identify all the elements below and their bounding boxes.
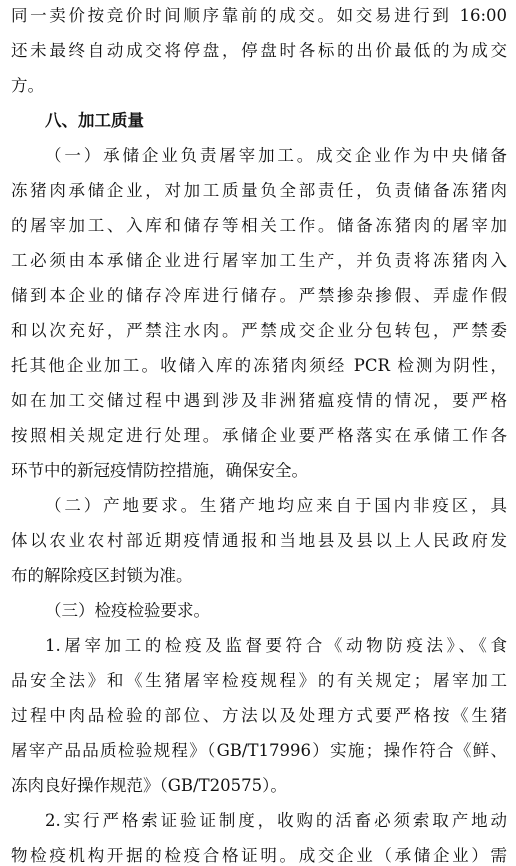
text-line: （一）承储企业负责屠宰加工。成交企业作为中央储备 [45, 146, 507, 165]
text-line: 1.屠宰加工的检疫及监督要符合《动物防疫法》、《食 [45, 636, 507, 655]
text-line: 方。 [11, 76, 44, 95]
text-line: 托其他企业加工。收储入库的冻猪肉须经 PCR 检测为阴性， [11, 356, 507, 375]
subsection-heading: （三）检疫检验要求。 [45, 601, 210, 620]
text-line: 布的解除疫区封锁为准。 [11, 566, 193, 585]
text-line: 屠宰产品品质检验规程》（GB/T17996）实施；操作符合《鲜、 [11, 741, 507, 760]
text-line: 同一卖价按竞价时间顺序靠前的成交。如交易进行到 16:00 [11, 6, 507, 25]
text-line: 品安全法》和《生猪屠宰检疫规程》的有关规定；屠宰加工 [11, 671, 507, 690]
text-line: 体以农业农村部近期疫情通报和当地县及县以上人民政府发 [11, 531, 507, 550]
text-line: 环节中的新冠疫情防控措施，确保安全。 [11, 461, 308, 480]
text-line: （二）产地要求。生猪产地均应来自于国内非疫区，具 [45, 496, 507, 515]
text-line: 过程中肉品检验的部位、方法以及处理方式要严格按《生猪 [11, 706, 507, 725]
text-line: 工必须由本承储企业进行屠宰加工生产，并负责将冻猪肉入 [11, 251, 507, 270]
text-line: 2.实行严格索证验证制度，收购的活畜必须索取产地动 [45, 811, 507, 830]
text-line: 如在加工交储过程中遇到涉及非洲猪瘟疫情的情况，要严格 [11, 391, 507, 410]
text-line: 的屠宰加工、入库和储存等相关工作。储备冻猪肉的屠宰加 [11, 216, 507, 235]
text-line: 物检疫机构开据的检疫合格证明。成交企业（承储企业）需 [11, 846, 507, 865]
text-line: 冻肉良好操作规范》（GB/T20575）。 [11, 776, 287, 795]
text-line: 还未最终自动成交将停盘，停盘时各标的出价最低的为成交 [11, 41, 507, 60]
text-line: 冻猪肉承储企业，对加工质量负全部责任，负责储备冻猪肉 [11, 181, 507, 200]
text-line: 和以次充好，严禁注水肉。严禁成交企业分包转包，严禁委 [11, 321, 507, 340]
text-line: 按照相关规定进行处理。承储企业要严格落实在承储工作各 [11, 426, 507, 445]
section-heading: 八、加工质量 [45, 111, 144, 130]
text-line: 储到本企业的储存冷库进行储存。严禁掺杂掺假、弄虚作假 [11, 286, 507, 305]
